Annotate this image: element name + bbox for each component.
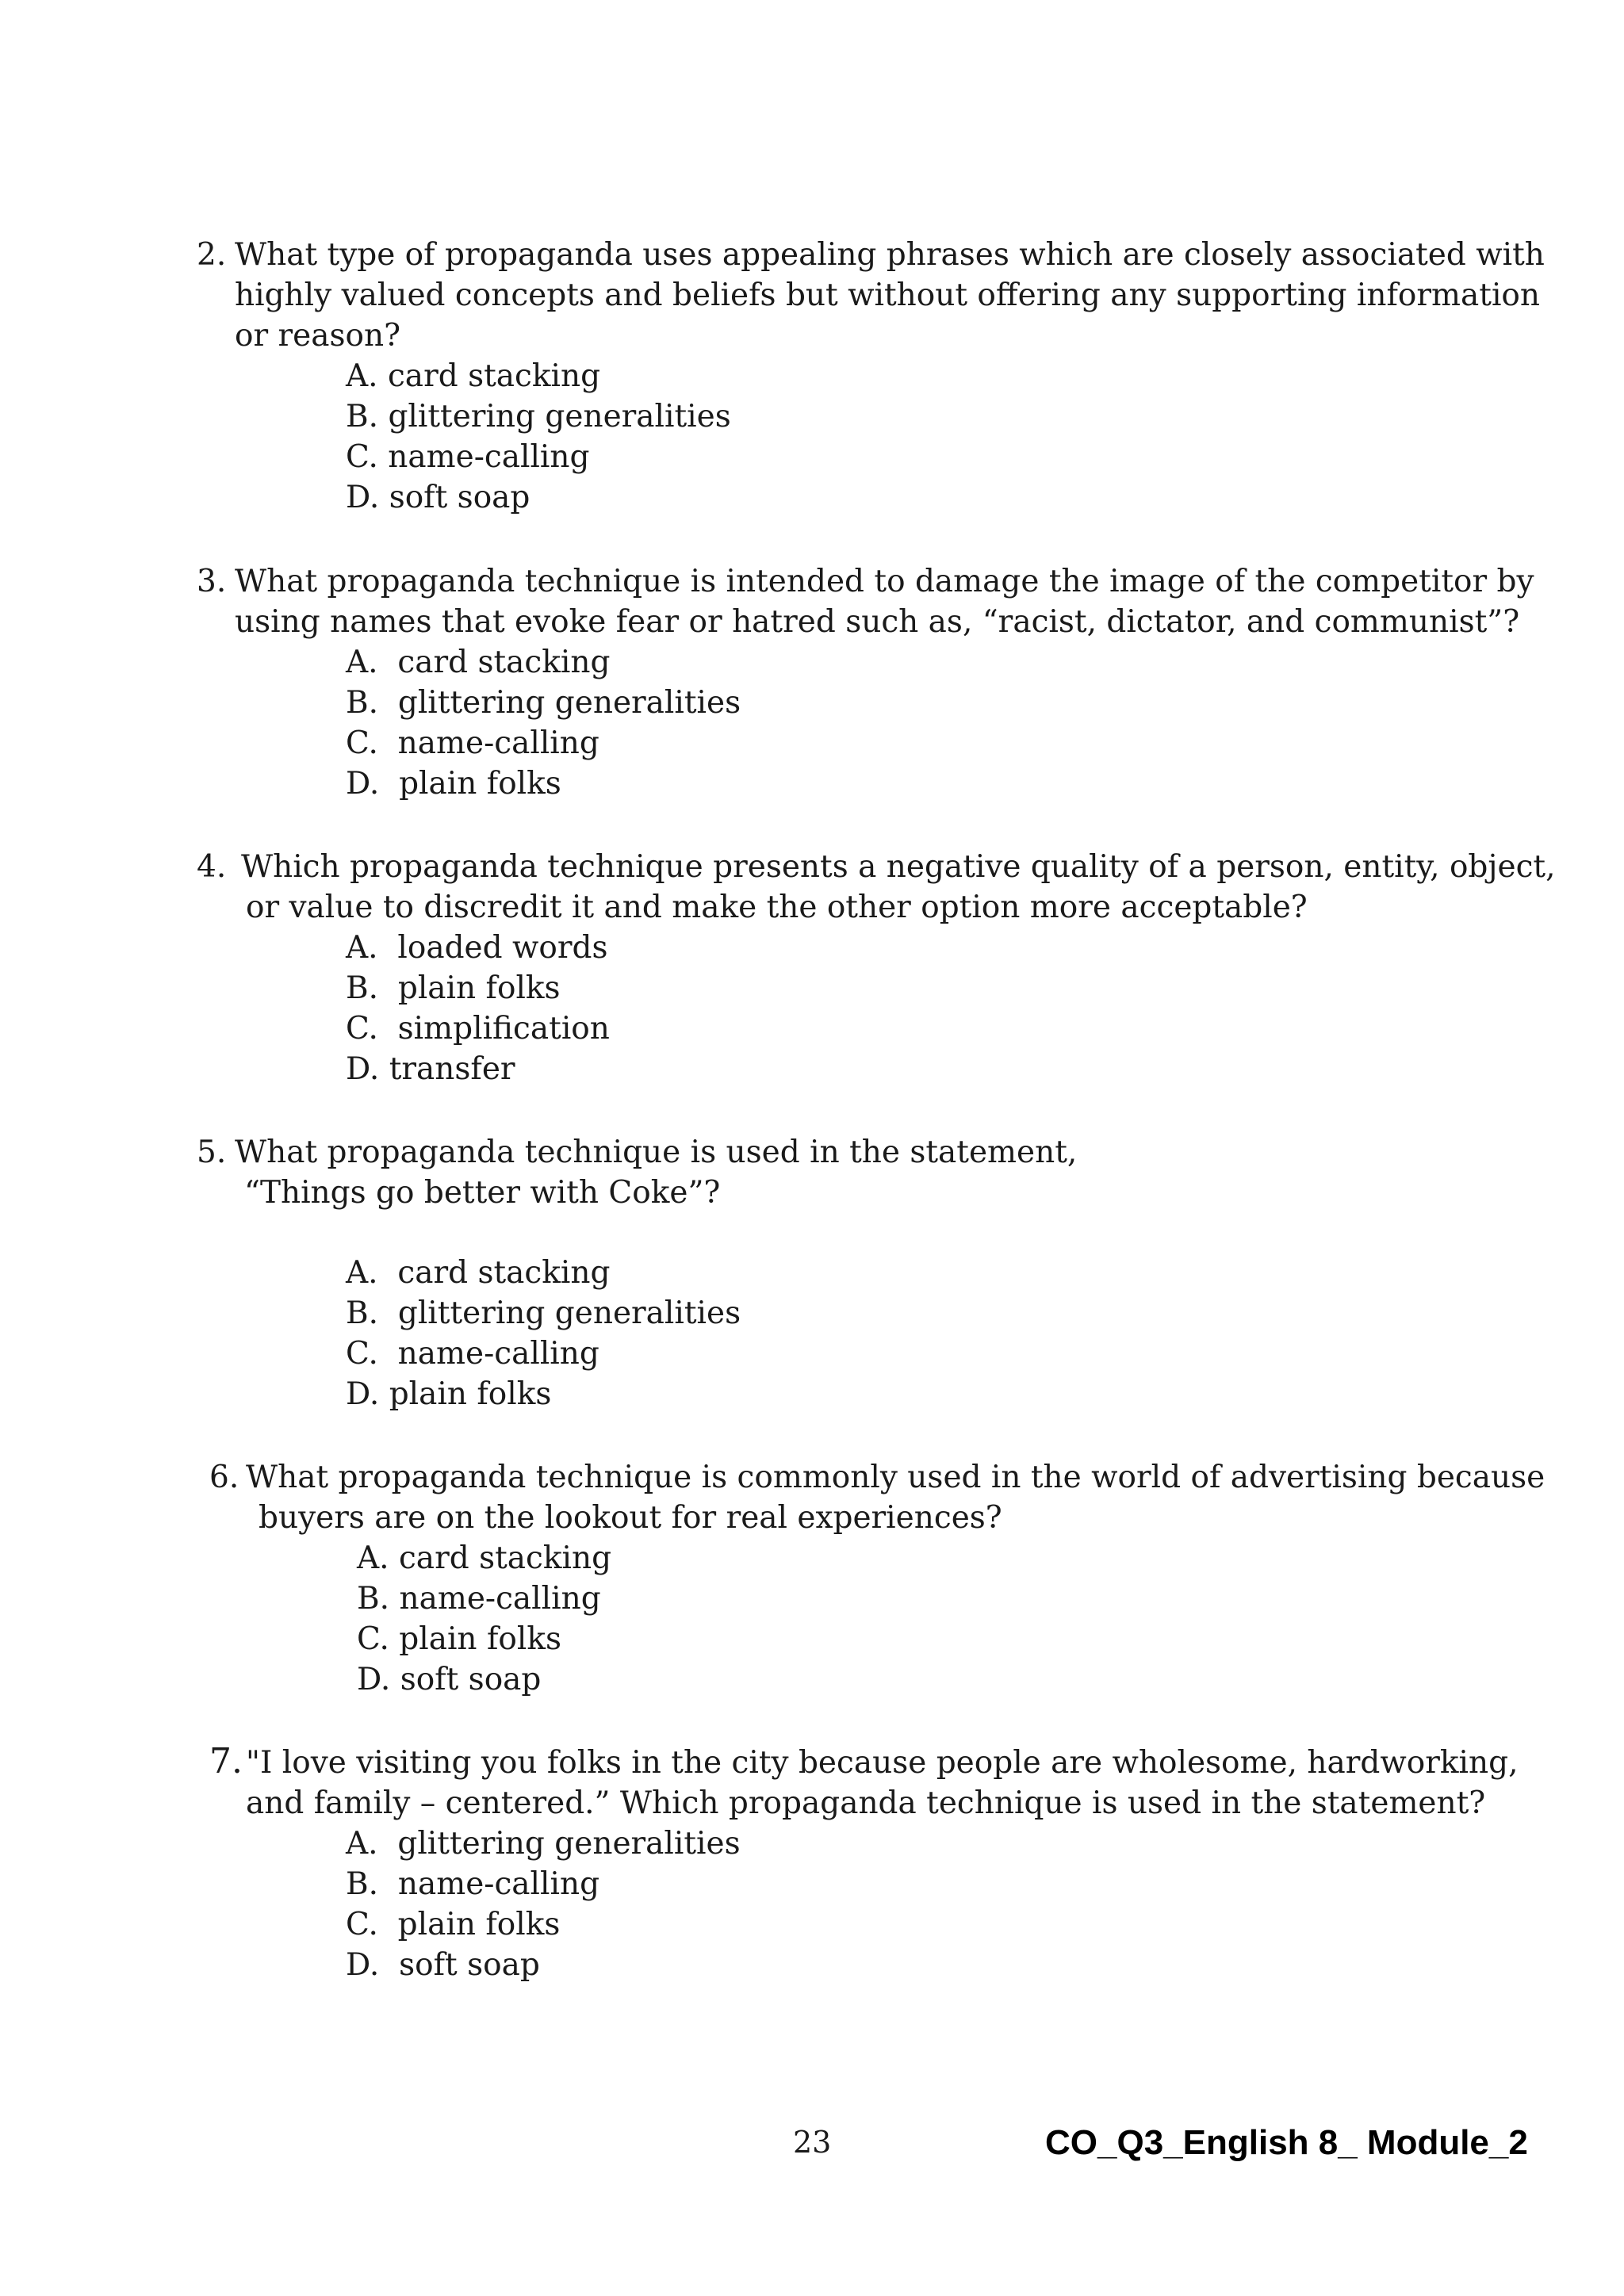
answer-option: A. glittering generalities (346, 1826, 741, 1862)
answer-option: D. soft soap (357, 1662, 542, 1697)
question-stem-line: or reason? (235, 318, 401, 354)
question-number: 4. (197, 849, 227, 885)
answer-option: A. loaded words (346, 930, 608, 966)
question-stem-line: What propaganda technique is intended to damage the image of the competitor by (235, 564, 1534, 599)
question-number: 7. (209, 1741, 243, 1781)
answer-option: B. plain folks (346, 970, 561, 1006)
answer-option: C. name-calling (346, 439, 590, 475)
question-number: 6. (209, 1460, 239, 1495)
answer-option: A. card stacking (346, 1255, 611, 1291)
question-number: 5. (197, 1135, 227, 1170)
answer-option: D. soft soap (346, 480, 530, 515)
question-stem-line: What type of propaganda uses appealing phrases which are closely associated with (235, 237, 1545, 273)
question-stem-line: “Things go better with Coke”? (244, 1175, 721, 1211)
answer-option: C. plain folks (357, 1621, 561, 1657)
answer-option: B. glittering generalities (346, 399, 731, 434)
answer-option: A. card stacking (357, 1540, 612, 1576)
answer-option: D. plain folks (346, 766, 561, 802)
question-stem-line: "I love visiting you folks in the city because people are wholesome, hardworking, (246, 1745, 1519, 1781)
answer-option: D. soft soap (346, 1947, 540, 1983)
answer-option: B. glittering generalities (346, 685, 741, 721)
answer-option: D. transfer (346, 1051, 515, 1087)
question-stem-line: or value to discredit it and make the other option more acceptable? (246, 890, 1308, 925)
question-number: 2. (197, 237, 227, 273)
module-code: CO_Q3_English 8_ Module_2 (1045, 2123, 1528, 2162)
page-number: 23 (793, 2125, 832, 2160)
question-stem-line: highly valued concepts and beliefs but without offering any supporting information (235, 277, 1541, 313)
answer-option: C. name-calling (346, 725, 599, 761)
answer-option: D. plain folks (346, 1376, 552, 1412)
answer-option: A. card stacking (346, 358, 601, 394)
answer-option: C. simplification (346, 1011, 610, 1047)
question-stem-line: and family – centered.” Which propaganda technique is used in the statement? (246, 1785, 1486, 1821)
answer-option: A. card stacking (346, 645, 611, 680)
answer-option: B. name-calling (346, 1866, 600, 1902)
question-stem-line: Which propaganda technique presents a negative quality of a person, entity, object, (241, 849, 1556, 885)
answer-option: B. name-calling (357, 1581, 601, 1617)
question-stem-line: What propaganda technique is used in the statement, (235, 1135, 1078, 1170)
answer-option: C. name-calling (346, 1336, 599, 1372)
answer-option: C. plain folks (346, 1907, 561, 1942)
answer-option: B. glittering generalities (346, 1295, 741, 1331)
question-number: 3. (197, 564, 227, 599)
question-stem-line: buyers are on the lookout for real experiences? (259, 1500, 1002, 1536)
question-stem-line: using names that evoke fear or hatred such as, “racist, dictator, and communist”? (235, 604, 1520, 640)
question-stem-line: What propaganda technique is commonly used in the world of advertising because (246, 1460, 1545, 1495)
